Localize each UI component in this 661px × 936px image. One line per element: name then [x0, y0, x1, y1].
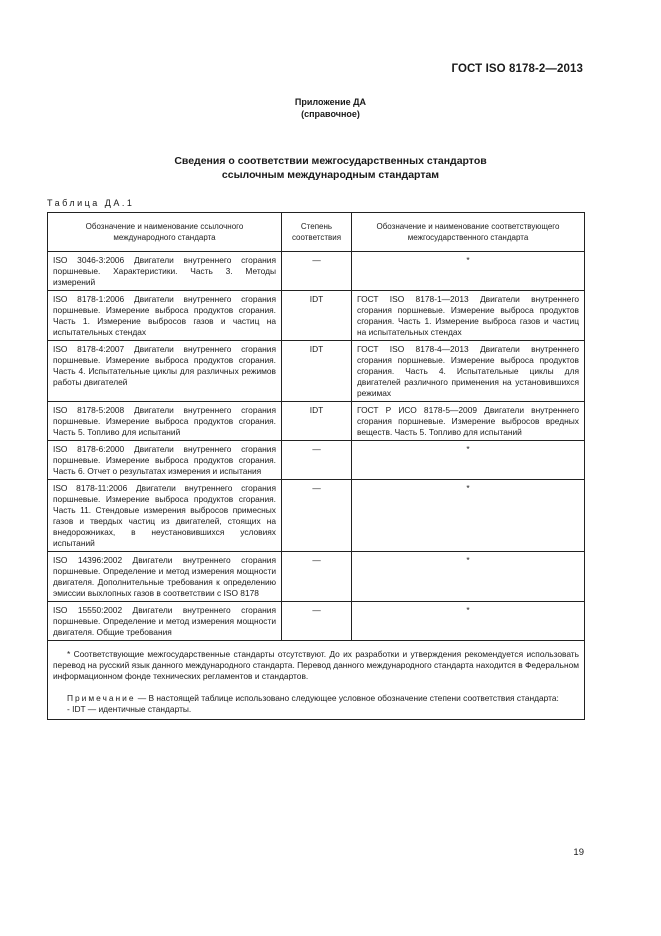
header-degree: Степень соответствия	[282, 213, 352, 252]
cell-international: ISO 8178-5:2008 Двигатели внутреннего сгорания поршневые. Измерение выброса продуктов сгорания. Часть 5. Топливо для испытаний	[48, 402, 282, 441]
cell-national: *	[352, 480, 585, 552]
note	[53, 693, 579, 704]
header-international-standard: Обозначение и наименование ссылочного международного стандарта	[48, 213, 282, 252]
table-row	[48, 291, 585, 341]
cell-international: ISO 8178-1:2006 Двигатели внутреннего сгорания поршневые. Измерение выброса продуктов сгорания. Часть 1. Измерение выбросов газов и частиц на испытательных стендах	[48, 291, 282, 341]
cell-international: ISO 14396:2002 Двигатели внутреннего сгорания поршневые. Определение и метод измерения мощности двигателя. Дополнительные требования к определению эмиссии выхлопных газов в соответствии с ISO 8178	[48, 552, 282, 602]
cell-national: ГОСТ ISO 8178-4—2013 Двигатели внутреннего сгорания поршневые. Измерение выброса продуктов сгорания. Часть 4. Испытательные циклы для двигателей различного применения на установившихся режимах	[352, 341, 585, 402]
table-row	[48, 252, 585, 291]
table-row	[48, 402, 585, 441]
cell-national: ГОСТ Р ИСО 8178-5—2009 Двигатели внутреннего сгорания поршневые. Измерение выбросов вредных веществ. Часть 5. Топливо для испытаний	[352, 402, 585, 441]
cell-degree: IDT	[282, 291, 352, 341]
annex-title: Приложение ДА	[294, 97, 367, 107]
table-footer	[48, 641, 585, 720]
table-row	[48, 552, 585, 602]
cell-degree: —	[282, 480, 352, 552]
table-row	[48, 480, 585, 552]
page-number: 19	[573, 847, 584, 858]
footnote: * Соответствующие межгосударственные стандарты отсутствуют. До их разработки и утверждения рекомендуется использовать перевод на русский язык данного международного стандарта. Перевод данного международного стандарта находится в Федеральном информационном фонде технических регламентов и стандартов.	[53, 649, 579, 681]
cell-international: ISO 15550:2002 Двигатели внутреннего сгорания поршневые. Определение и метод измерения мощности двигателя. Общие требования	[48, 602, 282, 641]
table-row	[48, 602, 585, 641]
table-row	[48, 441, 585, 480]
section-title-line-1: Сведения о соответствии межгосударственных стандартов	[174, 155, 487, 167]
cell-international: ISO 8178-6:2000 Двигатели внутреннего сгорания поршневые. Измерение выброса продуктов сгорания. Часть 6. Отчет о результатах измерения и испытания	[48, 441, 282, 480]
cell-national: *	[352, 552, 585, 602]
table-header-row	[48, 213, 585, 252]
annex-subtitle: (справочное)	[301, 109, 360, 119]
cell-international: ISO 3046-3:2006 Двигатели внутреннего сгорания поршневые. Характеристики. Часть 3. Методы измерений	[48, 252, 282, 291]
table-footer-row	[48, 641, 585, 720]
cell-international: ISO 8178-4:2007 Двигатели внутреннего сгорания поршневые. Измерение выброса продуктов сгорания. Часть 4. Испытательные циклы для различных режимов работы двигателей	[48, 341, 282, 402]
note-text: — В настоящей таблице использовано следующее условное обозначение степени соответствия стандарта:	[135, 693, 559, 703]
cell-degree: —	[282, 441, 352, 480]
cell-degree: —	[282, 552, 352, 602]
correspondence-table	[47, 212, 585, 720]
cell-degree: —	[282, 252, 352, 291]
cell-international: ISO 8178-11:2006 Двигатели внутреннего сгорания поршневые. Измерение выброса продуктов сгорания. Часть 11. Стендовые измерения выбросов примесных газов и твердых частиц из двигателей, стоящих на внедорожниках, в неустановившихся условиях испытаний	[48, 480, 282, 552]
cell-national: *	[352, 602, 585, 641]
cell-degree: —	[282, 602, 352, 641]
note-label: Примечание	[67, 693, 136, 703]
annex-heading	[0, 96, 661, 120]
cell-degree: IDT	[282, 341, 352, 402]
table-row	[48, 341, 585, 402]
cell-national: *	[352, 252, 585, 291]
cell-national: ГОСТ ISO 8178-1—2013 Двигатели внутреннего сгорания поршневые. Измерение выброса продуктов сгорания. Часть 1. Измерение выброса газов и частиц на испытательных стендах	[352, 291, 585, 341]
note-item: - IDT — идентичные стандарты.	[67, 704, 192, 714]
section-title	[0, 154, 661, 182]
header-national-standard: Обозначение и наименование соответствующего межгосударственного стандарта	[352, 213, 585, 252]
document-header: ГОСТ ISO 8178-2—2013	[451, 63, 583, 75]
section-title-line-2: ссылочным международным стандартам	[221, 169, 440, 181]
cell-national: *	[352, 441, 585, 480]
table-caption: Таблица ДА.1	[47, 198, 135, 208]
cell-degree: IDT	[282, 402, 352, 441]
